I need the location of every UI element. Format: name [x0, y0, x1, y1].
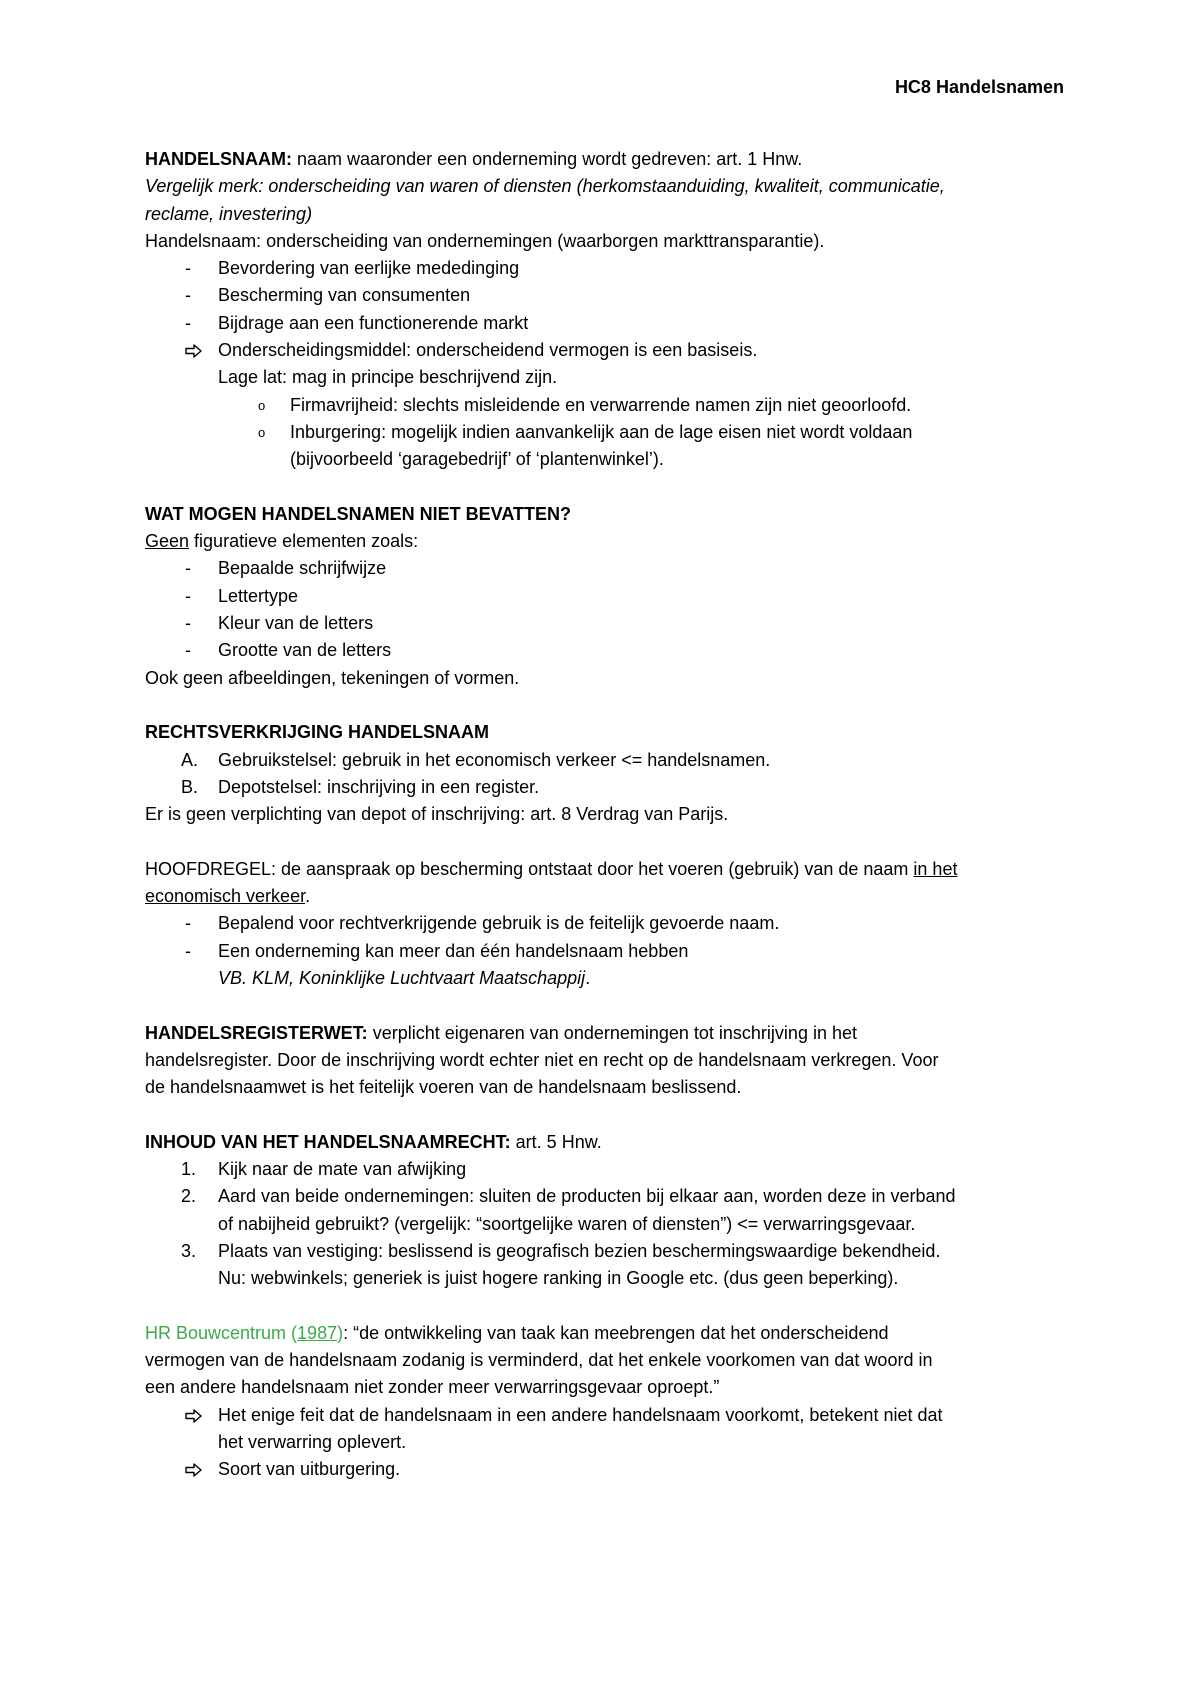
hr-bouwcentrum-line-2: vermogen van de handelsnaam zodanig is verminderd, dat het enkele voorkomen van dat woord in — [145, 1350, 933, 1371]
ook-geen-afbeeldingen: Ook geen afbeeldingen, tekeningen of vormen. — [145, 667, 520, 688]
klm-example: VB. KLM, Koninklijke Luchtvaart Maatschappij. — [218, 967, 591, 988]
arrow-right-icon — [185, 1402, 215, 1429]
handelsregisterwet-line-1: HANDELSREGISTERWET: verplicht eigenaren van ondernemingen tot inschrijving in het — [145, 1022, 857, 1043]
verdrag-van-parijs: Er is geen verplichting van depot of inschrijving: art. 8 Verdrag van Parijs. — [145, 804, 729, 825]
section-heading: WAT MOGEN HANDELSNAMEN NIET BEVATTEN? — [145, 503, 571, 524]
list-item: - Bescherming van consumenten — [185, 285, 471, 306]
list-item: B. Depotstelsel: inschrijving in een register. — [181, 776, 540, 797]
list-item: 3. Plaats van vestiging: beslissend is geografisch bezien beschermingswaardige bekendheid. — [181, 1240, 941, 1261]
arrow-list-continuation: het verwarring oplevert. — [218, 1431, 407, 1452]
arrow-list-item: Onderscheidingsmiddel: onderscheidend vermogen is een basiseis. — [145, 337, 1065, 364]
section-heading: RECHTSVERKRIJGING HANDELSNAAM — [145, 722, 490, 743]
page-header-title: HC8 Handelsnamen — [894, 77, 1064, 97]
arrow-list-item: Soort van uitburgering. — [145, 1456, 1065, 1483]
hoofdregel-line-2: economisch verkeer. — [145, 886, 311, 907]
inhoud-handelsnaamrecht: INHOUD VAN HET HANDELSNAAMRECHT: art. 5 Hnw. — [145, 1131, 602, 1152]
arrow-list-item: Het enige feit dat de handelsnaam in een andere handelsnaam voorkomt, betekent niet dat — [145, 1402, 1065, 1429]
arrow-right-icon — [185, 337, 215, 364]
document-body — [145, 146, 1065, 1484]
hr-bouwcentrum-line-1: HR Bouwcentrum (1987): “de ontwikkeling van taak kan meebrengen dat het onderscheidend — [145, 1322, 889, 1343]
sub-list-continuation: (bijvoorbeeld ‘garagebedrijf’ of ‘plantenwinkel’). — [290, 449, 664, 470]
list-item-continuation: of nabijheid gebruikt? (vergelijk: “soortgelijke waren of diensten”) <= verwarringsgevaar. — [218, 1213, 916, 1234]
vergelijk-merk-line-1: Vergelijk merk: onderscheiding van waren of diensten (herkomstaanduiding, kwaliteit, communicatie, — [145, 176, 945, 197]
list-item: - Bepaalde schrijfwijze — [185, 558, 387, 579]
handelsnaam-onderscheiding: Handelsnaam: onderscheiding van ondernemingen (waarborgen markttransparantie). — [145, 230, 825, 251]
hr-bouwcentrum-line-3: een andere handelsnaam niet zonder meer verwarringsgevaar oproept.” — [145, 1377, 720, 1398]
arrow-list-continuation: Lage lat: mag in principe beschrijvend zijn. — [218, 367, 558, 388]
geen-figuratieve-intro: Geen figuratieve elementen zoals: — [145, 531, 419, 552]
list-item-continuation: Nu: webwinkels; generiek is juist hogere ranking in Google etc. (dus geen beperking). — [218, 1268, 899, 1289]
hoofdregel-line-1: HOOFDREGEL: de aanspraak op bescherming ontstaat door het voeren (gebruik) van de naam in het — [145, 858, 958, 879]
list-item: 2. Aard van beide ondernemingen: sluiten de producten bij elkaar aan, worden deze in verband — [181, 1186, 956, 1207]
list-item: - Bepalend voor rechtverkrijgende gebruik is de feitelijk gevoerde naam. — [185, 913, 780, 934]
vergelijk-merk-line-2: reclame, investering) — [145, 203, 313, 224]
list-item: - Grootte van de letters — [185, 640, 392, 661]
sub-list-item: o Firmavrijheid: slechts misleidende en verwarrende namen zijn niet geoorloofd. — [258, 394, 912, 415]
arrow-right-icon — [185, 1456, 215, 1483]
list-item: - Bijdrage aan een functionerende markt — [185, 312, 529, 333]
handelsnaam-definition: HANDELSNAAM: naam waaronder een onderneming wordt gedreven: art. 1 Hnw. — [145, 149, 803, 169]
list-item: A. Gebruikstelsel: gebruik in het economisch verkeer <= handelsnamen. — [181, 749, 771, 770]
list-item: - Kleur van de letters — [185, 613, 374, 634]
handelsregisterwet-line-2: handelsregister. Door de inschrijving wordt echter niet en recht op de handelsnaam verkregen. Voor — [145, 1049, 939, 1070]
list-item: - Bevordering van eerlijke mededinging — [185, 258, 520, 279]
sub-list-item: o Inburgering: mogelijk indien aanvankelijk aan de lage eisen niet wordt voldaan — [258, 421, 913, 442]
list-item: 1. Kijk naar de mate van afwijking — [181, 1158, 467, 1179]
list-item: - Een onderneming kan meer dan één handelsnaam hebben — [185, 940, 689, 961]
handelsregisterwet-line-3: de handelsnaamwet is het feitelijk voeren van de handelsnaam beslissend. — [145, 1077, 742, 1098]
list-item: - Lettertype — [185, 585, 299, 606]
case-link-bouwcentrum[interactable]: HR Bouwcentrum (1987) — [145, 1322, 344, 1343]
